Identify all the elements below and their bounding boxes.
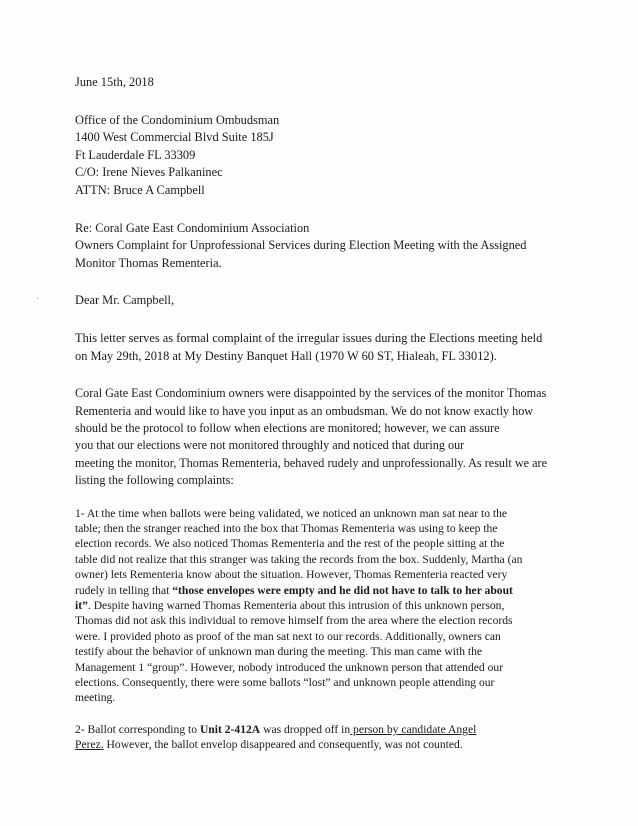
letter-body — [75, 74, 555, 767]
address-line: ATTN: Bruce A Campbell — [75, 182, 205, 197]
complaint-line: table did not realize that this stranger was taking the records from the box. Suddenly, Martha (an — [75, 552, 523, 566]
complaint-two-prefix: 2- Ballot corresponding to — [75, 722, 200, 736]
paragraph-line: on May 29th, 2018 at My Destiny Banquet Hall (1970 W 60 ST, Hialeah, FL 33012). — [75, 348, 497, 363]
complaint-line: 1- At the time when ballots were being validated, we noticed an unknown man sat near to the — [75, 506, 508, 520]
paragraph-line: you that our elections were not monitored throughly and noticed that during our — [75, 438, 465, 453]
subject-block — [75, 220, 555, 273]
subject-line: Re: Coral Gate East Condominium Association — [75, 220, 310, 235]
underlined-text: person by candidate Angel — [350, 722, 477, 736]
unit-number: Unit 2-412A — [199, 722, 261, 736]
address-line: C/O: Irene Nieves Palkaninec — [75, 165, 223, 180]
recipient-address — [75, 112, 555, 200]
quote-trail-text: . Despite having warned Thomas Rementeria about this intrusion of this unknown person, — [87, 599, 505, 612]
paragraph-line: should be the protocol to follow when elections are monitored; however, we can assure — [75, 420, 500, 435]
complaint-line-quote — [75, 583, 555, 598]
bold-quote-end: it” — [75, 599, 88, 612]
bold-quote: “those envelopes were empty and he did not have to talk to her about — [172, 583, 513, 597]
complaint-two-middle: was dropped off in — [260, 722, 351, 736]
complaint-line: testify about the behavior of unknown man during the meeting. This man came with the — [75, 645, 483, 659]
paragraph-line: This letter serves as formal complaint of the irregular issues during the Elections meeting held — [75, 330, 543, 345]
complaint-two — [75, 722, 555, 753]
complaint-line: meeting. — [75, 691, 116, 705]
date-block — [75, 74, 555, 92]
complaint-line: owner) lets Rementeria know about the situation. However, Thomas Rementeria reacted very — [75, 568, 508, 582]
intro-paragraph — [75, 330, 555, 365]
paragraph-line: Coral Gate East Condominium owners were disappointed by the services of the monitor Thomas — [75, 386, 547, 401]
salutation-block — [75, 292, 555, 310]
complaint-line: Management 1 “group”. However, nobody introduced the unknown person that attended our — [75, 660, 504, 674]
salutation: Dear Mr. Campbell, — [75, 293, 175, 308]
complaint-line: Thomas did not ask this individual to remove himself from the area where the election records — [75, 614, 513, 628]
complaint-line: elections. Consequently, there were some ballots “lost” and unknown people attending our — [75, 676, 495, 690]
address-line: Ft Lauderdale FL 33309 — [75, 147, 196, 162]
complaint-line — [75, 737, 555, 752]
complaint-one — [75, 506, 555, 706]
subject-line: Owners Complaint for Unprofessional Services during Election Meeting with the Assigned — [75, 238, 527, 253]
complaint-line: were. I provided photo as proof of the man sat next to our records. Additionally, owners can — [75, 629, 501, 643]
underlined-name: Perez. — [75, 738, 104, 752]
paragraph-line: listing the following complaints: — [75, 473, 234, 488]
second-paragraph — [75, 385, 555, 489]
subject-line: Monitor Thomas Rementeria. — [75, 255, 222, 270]
complaint-two-rest: However, the ballot envelop disappeared and consequently, was not counted. — [103, 738, 463, 752]
paragraph-line: Rementeria and would like to have you input as an ombudsman. We do not know exactly how — [75, 403, 534, 418]
complaint-line: table; then the stranger reached into the box that Thomas Rementeria was using to keep the — [75, 521, 498, 535]
address-line: Office of the Condominium Ombudsman — [75, 112, 280, 127]
complaint-line: election records. We also noticed Thomas Rementeria and the rest of the people sitting at the — [75, 537, 505, 551]
complaint-line — [75, 722, 555, 737]
complaint-line-quote-end — [75, 598, 555, 613]
quote-lead-text: rudely in telling that — [75, 583, 173, 597]
paragraph-line: meeting the monitor, Thomas Rementeria, behaved rudely and unprofessionally. As result we are — [75, 455, 547, 470]
address-line: 1400 West Commercial Blvd Suite 185J — [75, 130, 274, 145]
scan-speck — [37, 298, 38, 299]
letter-date: June 15th, 2018 — [75, 75, 154, 89]
